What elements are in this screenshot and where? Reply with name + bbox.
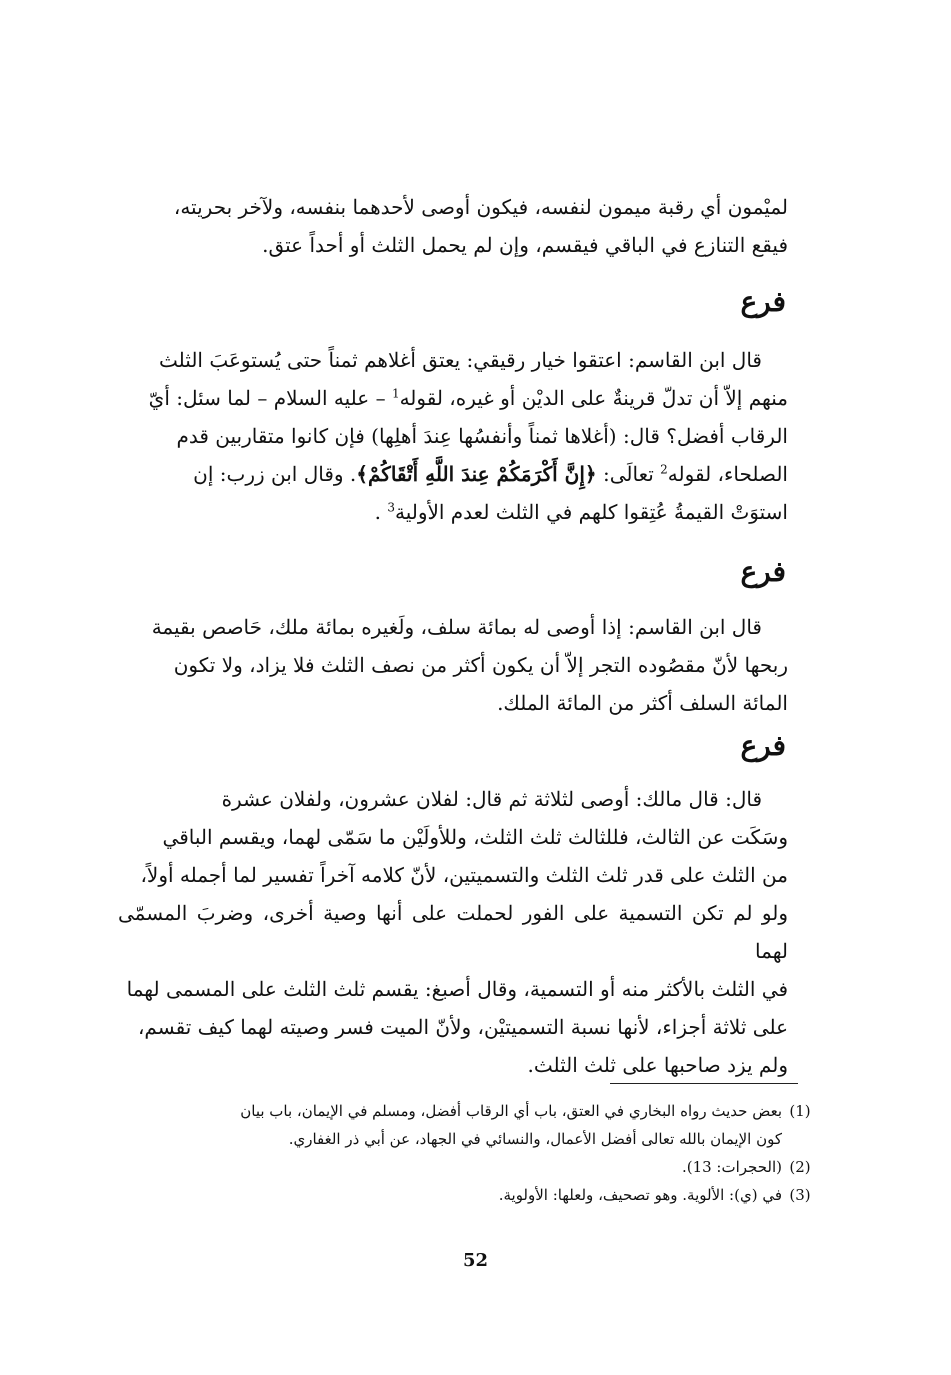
intro-paragraph [118, 188, 788, 264]
footnote-line: (الحجرات: 13). [681, 1158, 782, 1176]
section-paragraph [118, 780, 788, 1084]
footnote-number: (3) [789, 1186, 811, 1204]
footnote-number: (2) [789, 1158, 811, 1176]
line-text: تعالَى: [596, 462, 661, 486]
section-heading: فرع [740, 729, 786, 762]
paragraph-line [118, 455, 788, 493]
paragraph-line: قال ابن القاسم: اعتقوا خيار رقيقي: يعتق أغلاهم ثمناً حتى يُستوعَبَ الثلث [159, 348, 762, 372]
paragraph-line: الرقاب أفضل؟ قال: (أغلاها ثمناً وأنفسُها عِندَ أهلِها) فإن كانوا متقاربين قدم [176, 424, 788, 448]
line-text: استوَتْ القيمةُ عُتِقوا كلهم في الثلث لعدم الأولية [394, 500, 788, 524]
footnote-line: في (ي): الألوية. وهو تصحيف، ولعلها: الأولوية. [498, 1186, 782, 1204]
section-heading: فرع [740, 555, 786, 588]
paragraph-line [118, 379, 788, 417]
quran-verse: ﴿إِنَّ أَكْرَمَكُمْ عِندَ اللَّهِ أَتْقَاكُمْ﴾ [356, 462, 597, 486]
footnote-line: كون الإيمان بالله تعالى أفضل الأعمال، والنسائي في الجهاد، عن أبي ذر الغفاري. [288, 1130, 782, 1148]
paragraph-line: من الثلث على قدر ثلث الثلث والتسميتين، لأنّ كلامه آخراً تفسير لما أجمله أولاً، [140, 863, 788, 887]
line-text: . [374, 500, 388, 524]
footnote [118, 1153, 818, 1181]
footnote-ref: 3 [387, 500, 395, 515]
paragraph-line: قال: قال مالك: أوصى لثلاثة ثم قال: لفلان عشرون، ولفلان عشرة [221, 787, 762, 811]
footnote [118, 1097, 818, 1153]
footnote-line: بعض حديث رواه البخاري في العتق، باب أي الرقاب أفضل، ومسلم في الإيمان، باب بيان [240, 1102, 782, 1120]
intro-line: فيقع التنازع في الباقي فيقسم، وإن لم يحمل الثلث أو أحداً عتق. [262, 233, 788, 257]
paragraph-line: ربحها لأنّ مقصُوده التجر إلاّ أن يكون أكثر من نصف الثلث فلا يزاد، ولا تكون [173, 653, 788, 677]
section-paragraph [118, 608, 788, 722]
section-heading: فرع [740, 285, 786, 318]
line-text: – عليه السلام – لما سئل: أيّ [148, 386, 392, 410]
line-text: منهم إلاّ أن تدلّ قرينةٌ على الديْن أو غيره، لقوله [399, 386, 788, 410]
intro-line: لميْمون أي رقبة ميمون لنفسه، فيكون أوصى لأحدهما بنفسه، ولآخر بحريته، [173, 195, 788, 219]
footnote [118, 1181, 818, 1209]
line-text: الصلحاء، لقوله [667, 462, 788, 486]
page-number: 52 [462, 1250, 489, 1271]
line-text: . وقال ابن زرب: إن [193, 462, 357, 486]
footnote-text [118, 1153, 782, 1181]
paragraph-line: على ثلاثة أجزاء، لأنها نسبة التسميتيْن، ولأنّ الميت فسر وصيته لهما كيف تقسم، [137, 1015, 788, 1039]
paragraph-line: المائة السلف أكثر من المائة الملك. [497, 691, 788, 715]
footnotes [118, 1097, 818, 1209]
footnote-ref: 2 [660, 462, 668, 477]
footnote-number: (1) [789, 1102, 811, 1120]
footnote-text [118, 1097, 782, 1153]
paragraph-line: قال ابن القاسم: إذا أوصى له بمائة سلف، ولَغيره بمائة ملك، حَاصص بقيمة [151, 615, 762, 639]
paragraph-line: وسَكَت عن الثالث، فللثالث ثلث الثلث، وللأولَيْن ما سَمّى لهما، ويقسم الباقي [162, 825, 788, 849]
footnote-ref: 1 [391, 386, 400, 401]
footnote-text [118, 1181, 782, 1209]
paragraph-line [118, 493, 788, 531]
paragraph-line: ولم يزد صاحبها على ثلث الثلث. [527, 1053, 788, 1077]
footnote-divider [610, 1083, 798, 1084]
section-paragraph [118, 341, 788, 531]
paragraph-line: ولو لم تكن التسمية على الفور لحملت على أنها وصية أخرى، وضربَ المسمّى لهما [118, 901, 788, 963]
paragraph-line: في الثلث بالأكثر منه أو التسمية، وقال أصبغ: يقسم ثلث الثلث على المسمى لهما [126, 977, 788, 1001]
